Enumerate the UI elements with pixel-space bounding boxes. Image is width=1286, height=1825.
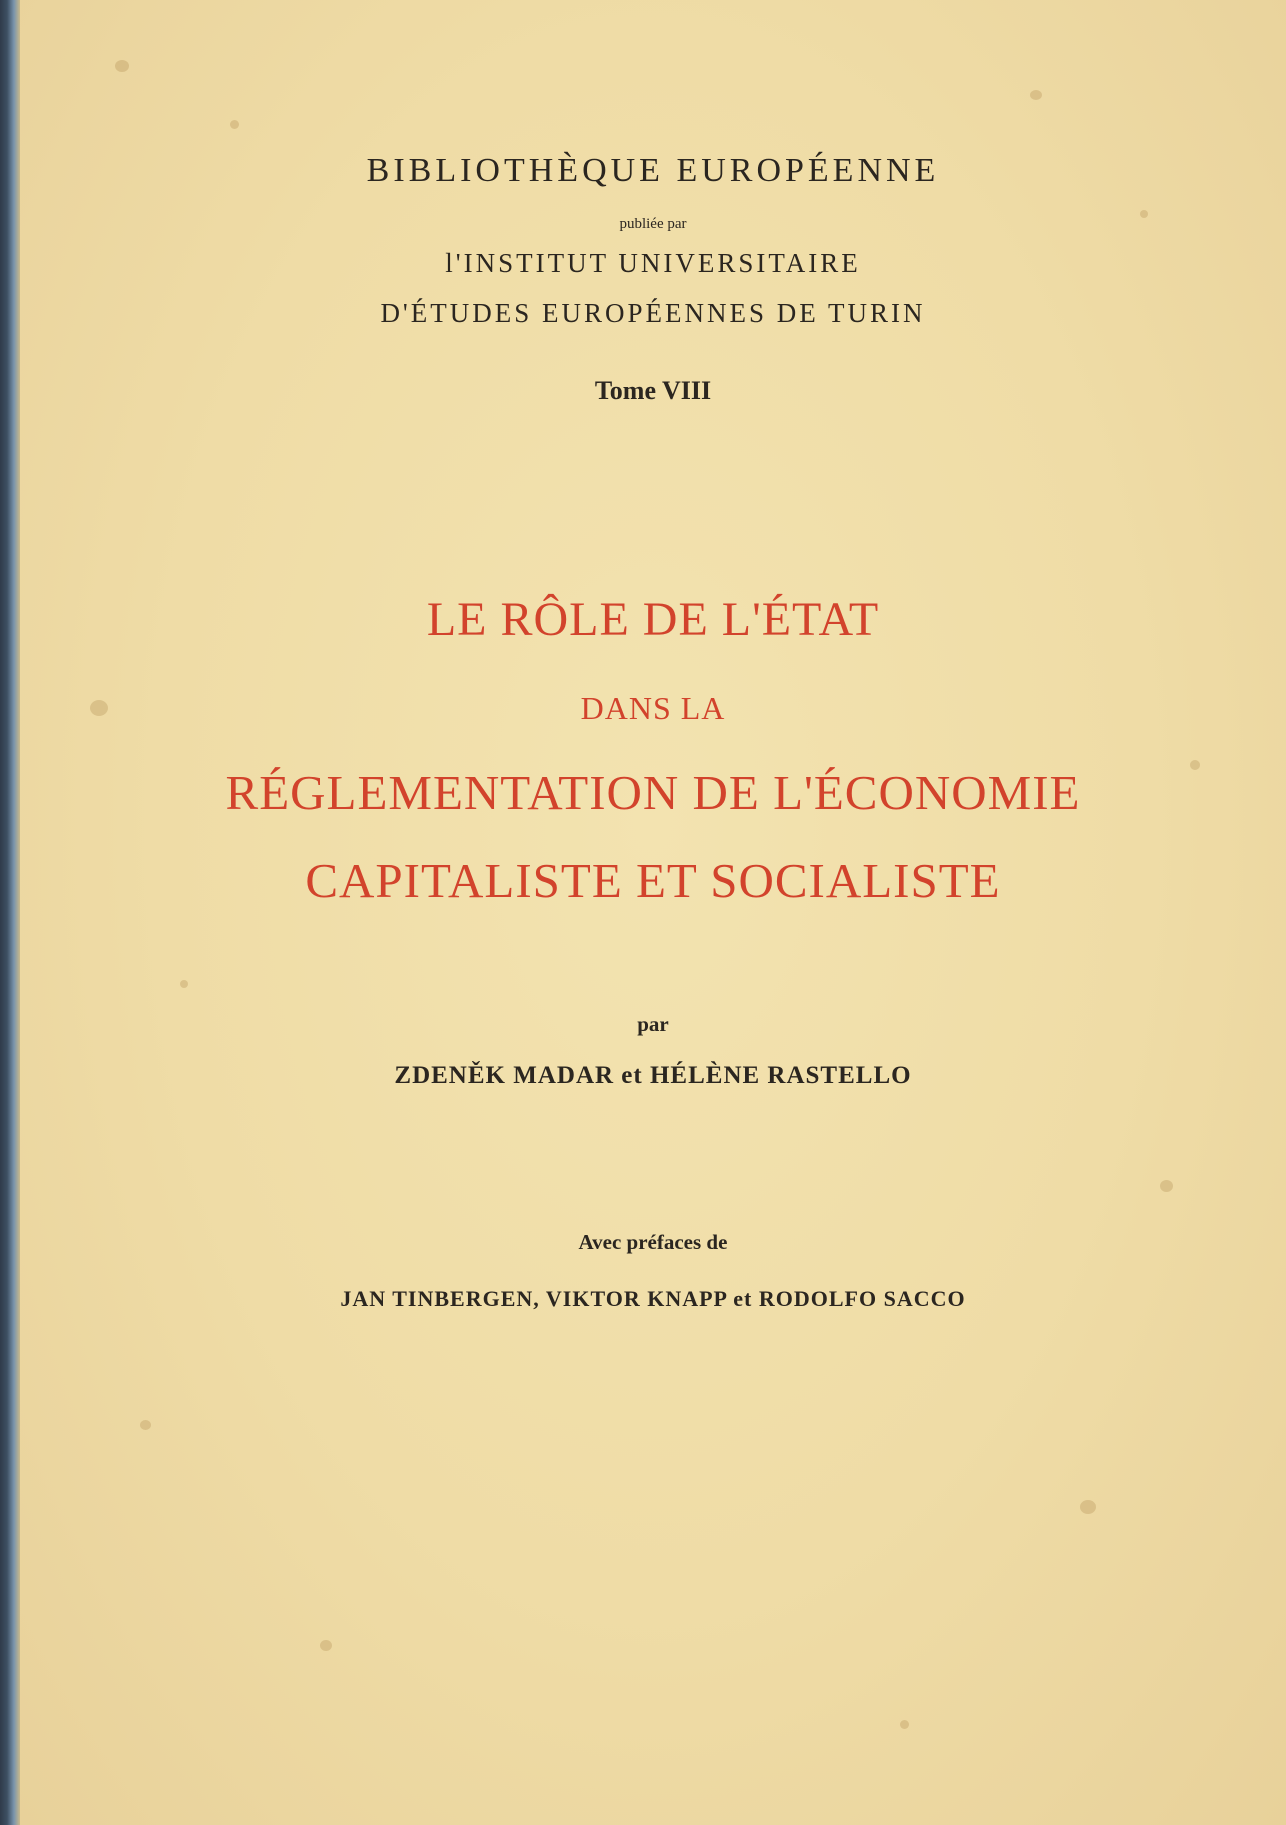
published-by-label: publiée par xyxy=(619,216,687,232)
book-spine-edge xyxy=(0,0,20,1825)
by-label: par xyxy=(637,1012,669,1036)
book-cover xyxy=(20,0,1286,1825)
authors: ZDENĚK MADAR et HÉLÈNE RASTELLO xyxy=(394,1062,912,1089)
book-title-line-2: DANS LA xyxy=(580,690,726,726)
foxing-spot xyxy=(900,1720,909,1729)
foxing-spot xyxy=(1080,1500,1096,1514)
foxing-spot xyxy=(230,120,239,129)
foxing-spot xyxy=(1160,1180,1173,1192)
institute-name-line-1: l'INSTITUT UNIVERSITAIRE xyxy=(445,248,861,278)
foxing-spot xyxy=(140,1420,151,1430)
foxing-spot xyxy=(320,1640,332,1651)
preface-authors: JAN TINBERGEN, VIKTOR KNAPP et RODOLFO SACCO xyxy=(340,1286,966,1311)
book-title-line-1: LE RÔLE DE L'ÉTAT xyxy=(426,593,880,646)
series-title: BIBLIOTHÈQUE EUROPÉENNE xyxy=(366,152,940,189)
book-title-line-4: CAPITALISTE ET SOCIALISTE xyxy=(305,853,1001,908)
prefaces-label: Avec préfaces de xyxy=(578,1230,728,1254)
foxing-spot xyxy=(115,60,129,72)
book-title-line-3: RÉGLEMENTATION DE L'ÉCONOMIE xyxy=(225,765,1081,820)
foxing-spot xyxy=(180,980,188,988)
institute-name-line-2: D'ÉTUDES EUROPÉENNES DE TURIN xyxy=(380,298,926,328)
foxing-spot xyxy=(1030,90,1042,100)
volume-number: Tome VIII xyxy=(594,376,712,405)
